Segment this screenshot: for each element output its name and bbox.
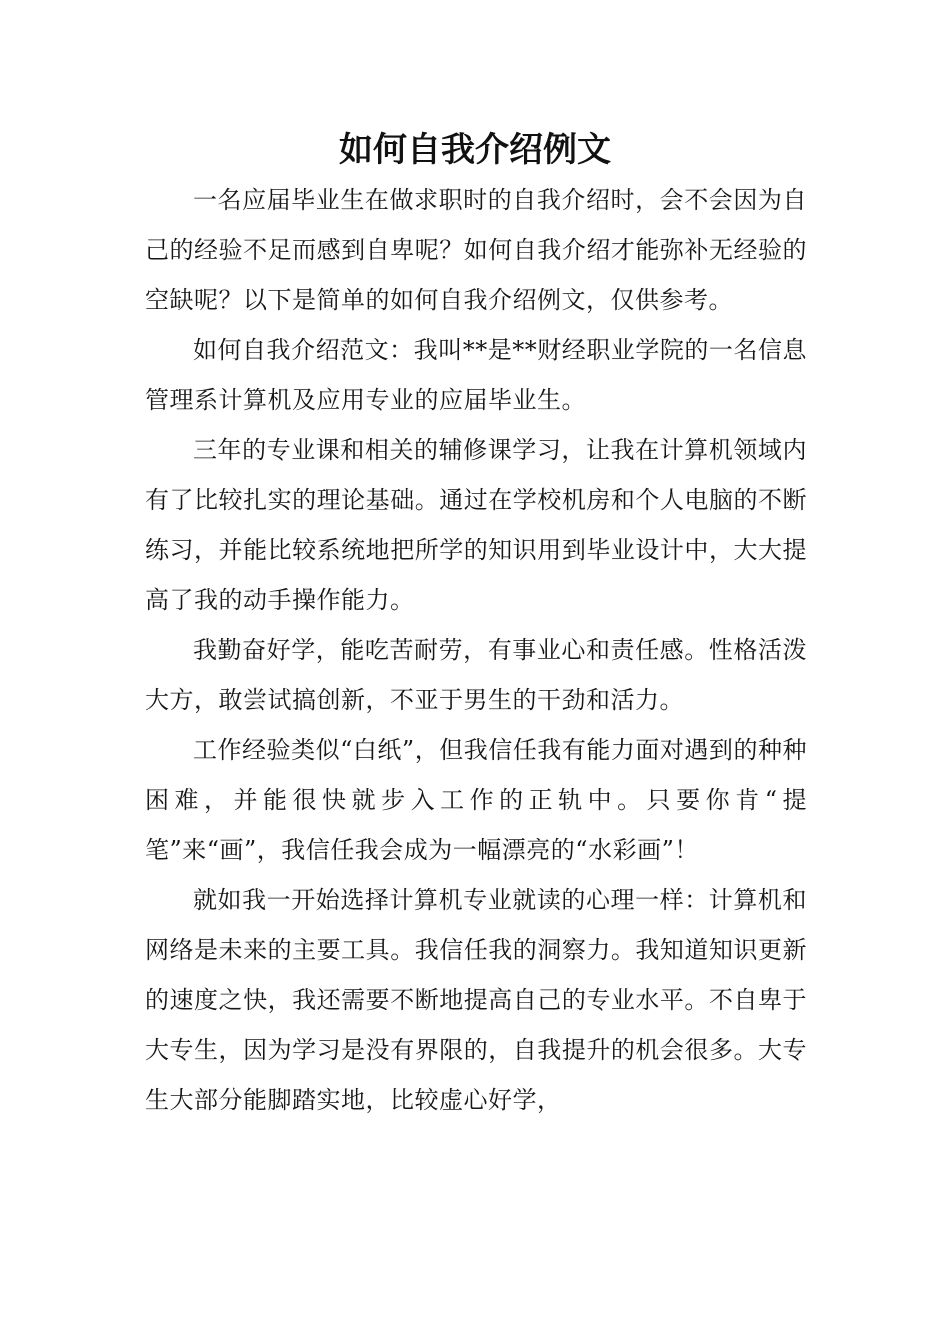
paragraph-intro: 一名应届毕业生在做求职时的自我介绍时，会不会因为自己的经验不足而感到自卑呢？如何自我介绍才能弥补无经验的空缺呢？以下是简单的如何自我介绍例文，仅供参考。 — [145, 186, 807, 314]
paragraph-study: 三年的专业课和相关的辅修课学习，让我在计算机领域内有了比较扎实的理论基础。通过在学校机房和个人电脑的不断练习，并能比较系统地把所学的知识用到毕业设计中，大大提高了我的动手操作能力。 — [145, 436, 807, 614]
document-title: 如何自我介绍例文 — [339, 130, 611, 170]
paragraph-self-intro: 如何自我介绍范文：我叫**是**财经职业学院的一名信息管理系计算机及应用专业的应届毕业生。 — [145, 336, 807, 414]
paragraph-motivation: 就如我一开始选择计算机专业就读的心理一样：计算机和网络是未来的主要工具。我信任我的洞察力。我知道知识更新的速度之快，我还需要不断地提高自己的专业水平。不自卑于大专生，因为学习是没有界限的，自我提升的机会很多。大专生大部分能脚踏实地，比较虚心好学， — [145, 886, 807, 1114]
paragraph-experience: 工作经验类似“白纸”，但我信任我有能力面对遇到的种种困难，并能很快就步入工作的正轨中。只要你肯“提笔”来“画”，我信任我会成为一幅漂亮的“水彩画”！ — [145, 736, 807, 864]
paragraph-character: 我勤奋好学，能吃苦耐劳，有事业心和责任感。性格活泼大方，敢尝试搞创新，不亚于男生的干劲和活力。 — [145, 636, 807, 714]
document-body — [145, 175, 807, 1125]
